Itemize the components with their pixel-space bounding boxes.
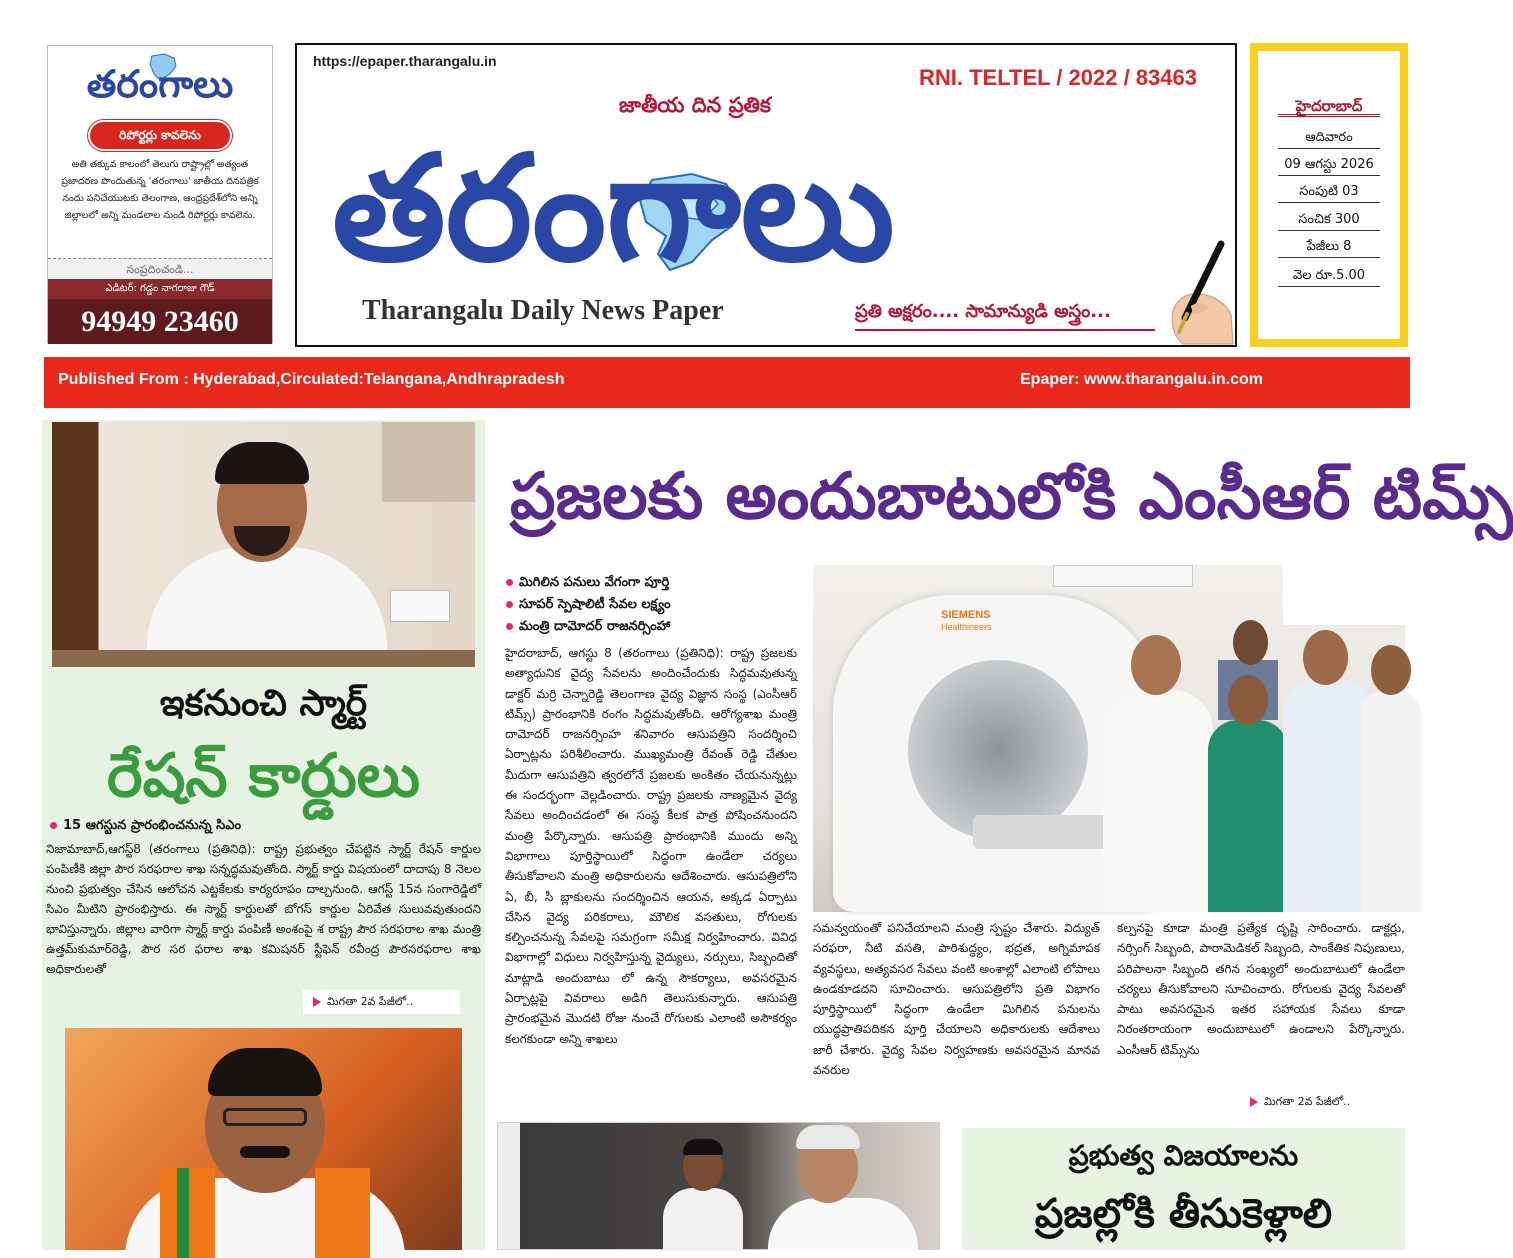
ct-scanner-bore <box>908 660 1088 840</box>
photo-figure-hair <box>208 1048 322 1096</box>
scanner-brand: SIEMENS <box>941 609 991 621</box>
edition-info <box>1250 43 1408 347</box>
photo-person-hair <box>796 1125 860 1149</box>
published-from-text: Published From : Hyderabad,Circulated:Telangana,Andhrapradesh <box>58 371 565 388</box>
ad-logo: తరంగాలు <box>86 62 234 106</box>
edition-date: 09 ఆగస్టు 2026 <box>1278 154 1380 176</box>
bottom-story-photo <box>497 1122 940 1250</box>
epaper-url: https://epaper.tharangalu.in <box>313 53 497 69</box>
edition-pages: పేజీలు 8 <box>1278 236 1380 258</box>
photo-figure-body <box>147 547 387 667</box>
english-name: Tharangalu Daily News Paper <box>362 295 724 326</box>
masthead <box>295 43 1237 347</box>
lead-bullet-text: మిగిలిన పనులు వేగంగా పూర్తి <box>519 575 670 590</box>
masthead-slogan: ప్రతి అక్షరం.... సామాన్యుడి అస్త్రం... <box>855 301 1155 331</box>
left-story-photo <box>52 422 475 667</box>
photo-person-head <box>1131 635 1181 695</box>
lead-story-photo <box>813 565 1405 912</box>
photo-figure-glasses <box>223 1108 307 1126</box>
photo-figure-moustache <box>240 1146 290 1158</box>
lead-story-column-2: సమన్వయంతో పనిచేయాలని మంత్రి స్పష్టం చేశారు. విద్యుత్ సరఫరా, నీటి వసతి, పారిశుద్ధ్యం, భద్రత, అగ్నిమాపక వ్యవస్థలు, అత్యవసర సేవలు వంటి అంశాల్లో ఎలాంటి లోపాలు ఉండకూడదని సూచించారు. ఆసుపత్రిలోని ప్రతి విభాగం పూర్తిస్థాయిలో సిద్ధంగా ఉండేలా మిగిలిన పనులను యుద్ధప్రాతిపదికన పూర్తి చేయాలని అధికారులకు ఆదేశాలు జారీ చేశారు. వైద్య సేవల నిర్వహణకు అవసరమైన మానవ వనరుల <box>813 921 1100 1078</box>
lead-bullet-text: సూపర్ స్పెషాలిటీ సేవల లక్ష్యం <box>519 597 671 612</box>
photo-person-hair <box>683 1139 723 1155</box>
edition-city: హైదరాబాద్ <box>1278 95 1380 117</box>
left-story-continued <box>303 990 460 1014</box>
photo-ac-unit <box>1053 565 1193 587</box>
photo-person-body <box>1283 680 1373 912</box>
edition-volume: సంపుటి 03 <box>1278 181 1380 203</box>
edition-day: ఆదివారం <box>1278 127 1380 149</box>
bullet-dot-icon <box>50 822 57 829</box>
left-headline-main: రేషన్ కార్డులు <box>106 741 421 811</box>
photo-switch-plate <box>390 590 450 622</box>
lead-continued-text: మిగతా 2వ పేజీలో.. <box>1264 1095 1351 1108</box>
newspaper-logo: తరంగాలు <box>332 124 895 294</box>
ad-phone-number: 94949 23460 <box>48 299 272 344</box>
photo-person-head <box>1228 675 1268 725</box>
photo-window <box>1283 565 1405 625</box>
ad-body-text: అతి తక్కువ కాలంలో తెలుగు రాష్ట్రాల్లో అత్యంత ప్రజాదరణ పొందుతున్న 'తరంగాలు' జాతీయ దినపత్రిక నందు పనిచేయుటకు తెలంగాణ, ఆంధ్రప్రదేశ్‌లోని అన్ని జిల్లాలలో అన్ని మండలాల నుండి రిపోర్టర్లు కావలెను. <box>61 159 259 221</box>
photo-cabinet <box>382 422 475 502</box>
ad-contact-label: సంప్రదించండి... <box>48 258 272 279</box>
lead-bullet <box>506 594 806 616</box>
bullet-dot-icon <box>506 623 513 630</box>
photo-scarf-right <box>315 1168 370 1258</box>
left-headline-top: ఇకనుంచి స్మార్ట్ <box>159 683 368 724</box>
reporters-wanted-ad <box>47 45 273 343</box>
epaper-link-text: Epaper: www.tharangalu.in.com <box>1020 371 1263 388</box>
left-bullet-text: 15 ఆగస్టున ప్రారంభించనున్న సిఎం <box>63 818 242 833</box>
lead-bullet <box>506 616 806 638</box>
photo-person-head <box>1303 630 1348 685</box>
bottom-headline-top: ప్రభుత్వ విజయాలను <box>1068 1139 1299 1172</box>
bullet-dot-icon <box>506 579 513 586</box>
lead-story-column-3: కల్పనపై కూడా మంత్రి ప్రత్యేక దృష్టి సారించారు. డాక్టర్లు, నర్సింగ్ సిబ్బంది, పారామెడికల్ సిబ్బంది, సాంకేతిక నిపుణులు, పరిపాలనా సిబ్బంది తగిన సంఖ్యలో అందుబాటులో ఉండేలా చర్యలు తీసుకోవాలని సూచించారు. రోగులకు వైద్య సేవలతో పాటు అవసరమైన ఇతర సహాయక సేవలు కూడా నిరంతరాయంగా అందుబాటులో ఉండాలని పేర్కొన్నారు. ఎంసీఆర్ టిమ్స్‌ను <box>1117 921 1405 1057</box>
bottom-headline-main: ప్రజల్లోకి తీసుకెళ్లాలి <box>1034 1191 1333 1237</box>
edition-price: వెల రూ.5.00 <box>1278 265 1380 287</box>
photo-figure-hair <box>215 442 309 484</box>
photo-person-saree <box>1208 720 1288 912</box>
bullet-dot-icon <box>506 601 513 608</box>
scanner-subbrand: Healthineers <box>941 622 992 632</box>
bottom-story <box>962 1128 1405 1250</box>
left-continued-text: మిగతా 2వ పేజీలో.. <box>327 995 414 1008</box>
lead-bullet-text: మంత్రి దామోదర్ రాజనర్సింహా <box>519 619 671 634</box>
photo-person-body <box>1103 690 1213 912</box>
ad-pill-label: రిపోర్టర్లు కావలెను <box>90 122 230 149</box>
photo-table <box>52 650 475 667</box>
edition-issue: సంచిక 300 <box>1278 209 1380 231</box>
lead-story-continued <box>1250 1092 1400 1112</box>
publication-banner <box>44 357 1410 408</box>
photo-person-head <box>1371 645 1411 695</box>
lead-bullets <box>506 572 806 642</box>
left-story <box>42 420 485 1250</box>
photo-person-body <box>768 1198 918 1251</box>
arrow-right-icon <box>313 997 321 1007</box>
lead-story-column-1: హైదరాబాద్, ఆగస్టు 8 (తరంగాలు (ప్రతినిధి): రాష్ట్ర ప్రజలకు అత్యాధునిక వైద్య సేవలను అందించేందుకు సిద్ధమవుతున్న డాక్టర్ మర్రి చెన్నారెడ్డి తెలంగాణ వైద్య విజ్ఞాన సంస్థ (ఎంసీఆర్ టిమ్స్) ప్రారంభానికి రంగం సిద్ధమవుతోంది. ఆరోగ్యశాఖ మంత్రి దామోదర్ రాజనర్సింహ శనివారం ఆసుపత్రిని సందర్శించి ఏర్పాట్లను పరిశీలించారు. ముఖ్యమంత్రి రేవంత్ రెడ్డి చేతుల మీదుగా ఆసుపత్రిని త్వరలోనే ప్రజలకు అంకితం చేయనున్నట్లు ఈ సందర్భంగా వెల్లడించారు. రాష్ట్ర ప్రజలకు నాణ్యమైన వైద్య సేవలు అందించడంలో ఈ సంస్థ కీలక పాత్ర పోషించనుందని మంత్రి పేర్కొన్నారు. ఆసుపత్రి ప్రారంభానికి ముందు అన్ని విభాగాలు పూర్తిస్థాయిలో సిద్ధంగా ఉండేలా చర్యలు తీసుకోవాలని మంత్రి అధికారులను ఆదేశించారు. ఆసుపత్రిలోని ఏ, బీ, సీ బ్లాకులను సందర్శించిన ఆయన, అక్కడ ఏర్పాటు చేసిన వైద్య పరికరాలు, మౌలిక వసతులు, రోగులకు కల్పించనున్న సేవలపై సమగ్రంగా సమీక్ష నిర్వహించారు. వివిధ విభాగాల్లో విధులు నిర్వహిస్తున్న వైద్యులు, నర్సులు, సిబ్బందితో మాట్లాడి అందుబాటు లో ఉన్న సౌకర్యాలు, అవసరమైన ఏర్పాట్లపై వివరాలు అడిగి తెలుసుకున్నారు. ఆసుపత్రి ప్రారంభమైన మొదటి రోజు నుంచే రోగులకు ఎలాంటి అసౌకర్యం కలగకుండా అన్ని శాఖలు <box>505 646 797 1046</box>
left-story-bullet <box>50 818 470 838</box>
ad-editor-name: ఎడిటర్: గడ్డం నాగరాజు గౌడ్ <box>48 279 272 299</box>
photo-person-body <box>1361 690 1421 912</box>
lead-bullet <box>506 572 806 594</box>
arrow-right-icon <box>1250 1097 1258 1107</box>
photo-person-back-head <box>1233 620 1268 665</box>
photo-scarf-stripe <box>177 1168 189 1258</box>
rni-number: RNI. TELTEL / 2022 / 83463 <box>919 65 1197 90</box>
second-left-photo <box>65 1028 462 1250</box>
lead-headline: ప్రజలకు అందుబాటులోకి ఎంసీఆర్ టిమ్స్ <box>510 460 1513 534</box>
photo-person-body <box>663 1188 743 1251</box>
left-story-body: నిజామాబాద్,ఆగస్ట్8 (తరంగాలు (ప్రతినిధి): రాష్ట్ర ప్రభుత్వం చేపట్టిన స్మార్ట్ రేషన్ కార్డుల పంపిణీకి జిల్లా పౌర సరఫరాల శాఖ సన్నద్ధమవుతోంది. స్మార్ట్ కార్డు విషయంలో దాదాపు 8 నెలల నుంచి ప్రభుత్వం చేసిన ఆలోచన ఎట్టకేలకు కార్యరూపం దాల్చనుంది. ఆగస్ట్ 15న సంగారెడ్డిలో సిఎం మీటిని ప్రారంభిస్తారు. ఈ స్మార్ట్ కార్డులతో బోగస్ కార్డుల ఏరివేత సులువవుతుందని భావిస్తున్నారు. జిల్లాల వారిగా స్మార్ట్ కార్డు పంపిణీ అంశంపై శ రాష్ట్ర పౌర సరఫరాల శాఖ మంత్రి ఉత్తమ్‌కుమార్‌రెడ్డి, పౌర సర ఫరాల శాఖ కమిషనర్ స్టీఫెన్ రవీంద్ర పౌరసరఫరాల శాఖ అధికారులతో <box>46 842 481 976</box>
masthead-tagline: జాతీయ దిన ప్రతిక <box>619 93 771 117</box>
